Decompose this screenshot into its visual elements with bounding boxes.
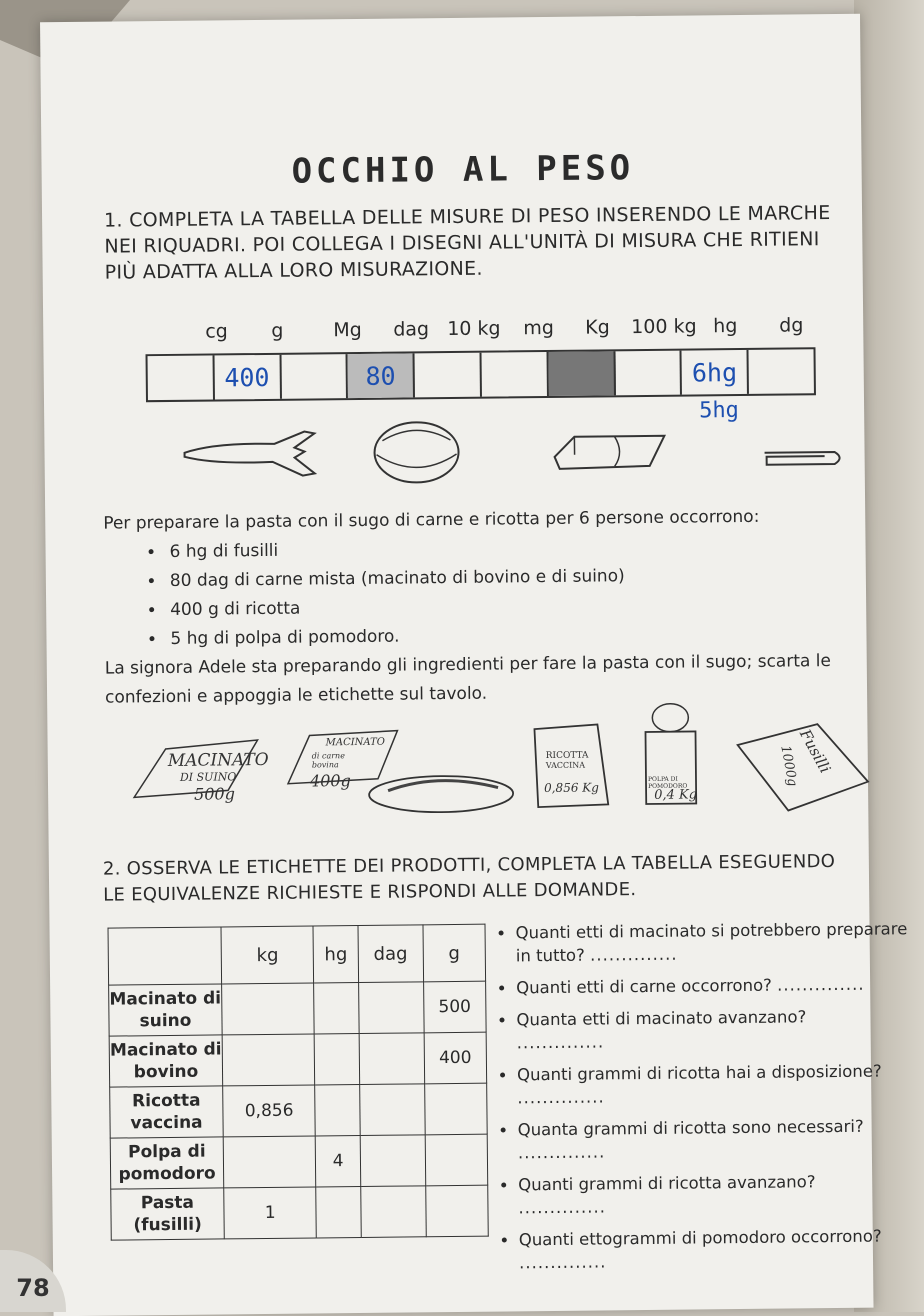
table-cell[interactable] (222, 983, 315, 1035)
ingredient-item: • 5 hg di polpa di pomodoro. (166, 618, 864, 654)
row-label: Macinato di bovino (109, 1035, 223, 1087)
question-text: Quanti etti di macinato si potrebbero preparare in tutto? (515, 919, 908, 966)
question-text: Quanti ettogrammi di pomodoro occorrono? (518, 1226, 882, 1250)
unit-label: hg (713, 315, 738, 338)
unit-labels (193, 314, 833, 351)
unit-label: dg (779, 314, 804, 337)
grid-cell[interactable] (148, 355, 215, 400)
label-suino-weight: 500g (194, 784, 235, 804)
unit-label: g (271, 319, 284, 342)
table-header-cell: hg (313, 926, 358, 983)
answer-blank[interactable]: .............. (518, 1252, 607, 1273)
table-cell[interactable] (424, 1083, 487, 1135)
label-suino-title: MACINATO (167, 749, 269, 771)
ingredient-item: • 6 hg di fusilli (165, 531, 863, 567)
question-text: Quanti grammi di ricotta hai a disposizione? (516, 1061, 882, 1085)
handwritten-note: 5hg (698, 397, 740, 424)
unit-label: dag (393, 318, 430, 341)
table-cell[interactable] (315, 1085, 360, 1136)
table-cell[interactable] (358, 982, 423, 1034)
grid-cell[interactable] (415, 353, 482, 398)
answer-blank[interactable]: .............. (518, 1197, 606, 1218)
can-lid-icon (652, 704, 688, 732)
question-item (516, 972, 910, 999)
question-item (517, 1059, 911, 1109)
grid-cell[interactable] (749, 349, 814, 394)
table-cell[interactable] (360, 1135, 425, 1187)
answer-blank[interactable]: .............. (517, 1087, 605, 1108)
table-header-cell: kg (221, 926, 314, 984)
row-label: Pasta (fusilli) (111, 1188, 225, 1240)
problem-story: La signora Adele sta preparando gli ingredienti per fare la pasta con il sugo; scarta le confezioni e appoggia le etichette sul tavolo. (104, 651, 832, 708)
row-label: Macinato di suino (109, 984, 223, 1036)
product-labels (97, 694, 878, 842)
label-polpa-title: POLPA DI POMODORO (647, 775, 688, 790)
label-bovina-title: MACINATO (325, 736, 385, 749)
label-fusilli-title: Fusilli (796, 726, 835, 777)
problem-lead: Per preparare la pasta con il sugo di carne e ricotta per 6 persone occorrono: (103, 506, 760, 534)
label-ricotta-sub: VACCINA (545, 760, 586, 771)
watermelon-icon[interactable] (374, 422, 459, 483)
table-row (110, 1134, 488, 1189)
table-cell[interactable]: 4 (316, 1136, 361, 1187)
exercise-1-drawings (154, 406, 855, 513)
question-item (518, 1114, 912, 1164)
table-row (110, 1083, 488, 1138)
ingredients-list (103, 531, 864, 655)
unit-label: Mg (333, 318, 362, 342)
question-item (516, 1004, 910, 1054)
answer-blank[interactable]: .............. (516, 1032, 605, 1053)
grid-cell[interactable]: 6hg (682, 350, 749, 395)
question-item (518, 1169, 912, 1219)
table-header-cell: g (423, 924, 486, 982)
table-cell[interactable] (425, 1134, 488, 1186)
grid-cell[interactable] (548, 351, 615, 396)
table-header-cell: dag (358, 925, 424, 983)
answer-blank[interactable]: .............. (517, 1142, 606, 1163)
table-header-cell (108, 927, 222, 985)
table-cell[interactable] (425, 1185, 488, 1237)
question-item (515, 917, 909, 967)
page-number: 78 (0, 1250, 66, 1312)
cheese-icon[interactable] (554, 436, 664, 469)
label-polpa-weight: 0,4 Kg (654, 787, 698, 803)
label-fusilli-weight: 1000g (777, 744, 800, 788)
workbook-page (40, 14, 908, 1316)
question-text: Quanti grammi di ricotta avanzano? (518, 1172, 816, 1195)
unit-label: 10 kg (447, 317, 501, 341)
table-cell[interactable] (222, 1034, 315, 1086)
grid-cell[interactable] (615, 351, 682, 396)
questions (489, 917, 913, 1283)
label-bovina-sub: di carne bovina (311, 751, 345, 770)
question-text: Quanta grammi di ricotta sono necessari? (517, 1116, 864, 1140)
grid-cell[interactable]: 400 (214, 355, 281, 400)
grid-cell[interactable]: 80 (348, 353, 415, 398)
unit-label: 100 kg (631, 315, 697, 339)
table-cell[interactable] (315, 1034, 360, 1085)
label-suino-sub: DI SUINO (179, 770, 237, 784)
unit-label: mg (523, 316, 554, 340)
table-row (111, 1185, 489, 1240)
label-ricotta-weight: 0,856 Kg (543, 780, 599, 796)
grid-cell[interactable] (281, 354, 348, 399)
answer-blank[interactable]: .............. (777, 974, 865, 995)
row-label: Ricotta vaccina (110, 1086, 224, 1138)
table-cell[interactable] (359, 1084, 424, 1136)
label-bovina-weight: 400g (309, 771, 351, 791)
question-text: Quanta etti di macinato avanzano? (516, 1007, 807, 1030)
table-row (109, 981, 487, 1036)
exercise-1-instructions: 1. COMPLETA LA TABELLA DELLE MISURE DI PESO INSERENDO LE MARCHE NEI RIQUADRI. POI COLLEGA I DISEGNI ALL'UNITÀ DI MISURA CHE RITIENI PIÙ ADATTA ALLA LORO MISURAZIONE. (103, 202, 831, 284)
table-header-row (108, 924, 486, 985)
table-cell[interactable]: 500 (423, 981, 486, 1033)
table-row (109, 1032, 487, 1087)
row-label: Polpa di pomodoro (110, 1137, 224, 1189)
ingredient-item: • 80 dag di carne mista (macinato di bovino e di suino) (166, 560, 864, 596)
units-grid (146, 347, 816, 402)
equivalences-table (108, 924, 489, 1241)
table-cell[interactable] (361, 1186, 426, 1238)
table-cell[interactable] (314, 983, 359, 1034)
airplane-icon[interactable] (184, 431, 314, 476)
ingredient-item: • 400 g di ricotta (166, 589, 864, 625)
page-title: OCCHIO AL PESO (291, 148, 635, 192)
table-cell[interactable] (359, 1033, 424, 1085)
table-cell[interactable]: 0,856 (223, 1085, 316, 1137)
label-ricotta-title: RICOTTA (545, 750, 589, 762)
problem-intro (103, 502, 865, 713)
answer-blank[interactable]: .............. (589, 944, 678, 965)
unit-label: cg (205, 320, 228, 343)
grid-cell[interactable] (481, 352, 548, 397)
unit-label: Kg (585, 316, 610, 339)
pasta-icon (388, 780, 498, 791)
table-cell[interactable]: 1 (224, 1187, 317, 1239)
exercise-2-instructions: 2. OSSERVA LE ETICHETTE DEI PRODOTTI, COMPLETA LA TABELLA ESEGUENDO LE EQUIVALENZE RICHIESTE E RISPONDI ALLE DOMANDE. (102, 851, 836, 906)
table-cell[interactable] (316, 1187, 361, 1238)
question-item (519, 1224, 913, 1274)
table-cell[interactable] (223, 1136, 316, 1188)
table-cell[interactable]: 400 (424, 1032, 487, 1084)
paperclip-icon[interactable] (765, 452, 840, 465)
question-text: Quanti etti di carne occorrono? (516, 975, 772, 998)
